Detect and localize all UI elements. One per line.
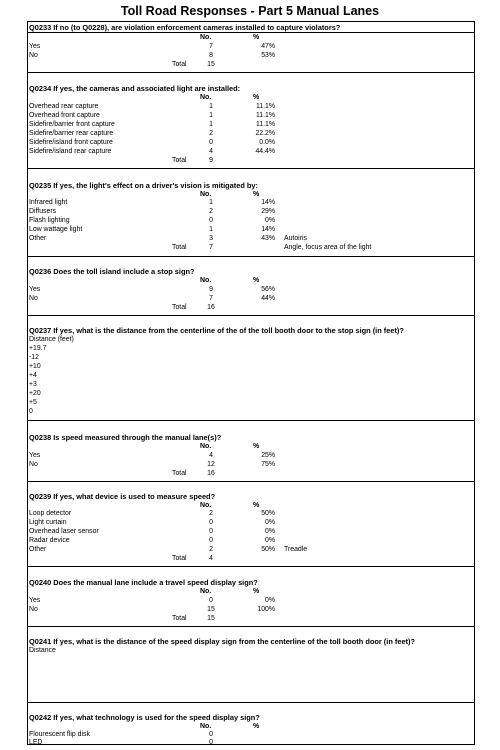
col-header-no: No. [200, 443, 212, 450]
col-header-no: No. [200, 34, 212, 41]
table-row: Overhead front capture 1 11.1% [29, 112, 275, 119]
table-row: No 15 100% [29, 606, 275, 613]
col-header-pct: % [253, 34, 260, 41]
table-row: Flourescent flip disk 0 [29, 731, 213, 738]
divider [28, 168, 474, 169]
other-note: Treadle [284, 546, 308, 553]
col-header-no: No. [200, 277, 212, 284]
table-row: Flash lighting 0 0% [29, 217, 275, 224]
col-header-pct: % [253, 94, 260, 101]
col-header-pct: % [253, 588, 260, 595]
question-q0237: Q0237 If yes, what is the distance from the centerline of the of the toll booth door to the stop sign (in feet)? [29, 326, 404, 335]
distance-label: Distance (feet) [29, 336, 74, 343]
table-row: Yes 9 56% [29, 286, 275, 293]
col-header-no: No. [200, 502, 212, 509]
table-row: Radar device 0 0% [29, 537, 275, 544]
question-q0240: Q0240 Does the manual lane include a travel speed display sign? [29, 578, 258, 587]
table-row: Other 3 43% Autoiris [29, 235, 307, 242]
list-item: +19.7 [29, 345, 47, 352]
divider [28, 256, 474, 257]
list-item: +10 [29, 363, 41, 370]
question-q0236: Q0236 Does the toll island include a stop sign? [29, 267, 195, 276]
table-row: No 12 75% [29, 461, 275, 468]
question-q0239: Q0239 If yes, what device is used to measure speed? [29, 492, 216, 501]
col-header-no: No. [200, 94, 212, 101]
table-row: Sidefire/island front capture 0 0.0% [29, 139, 275, 146]
table-row: LED 0 [29, 739, 213, 746]
total-row: Total 16 [172, 470, 215, 477]
total-row: Total 16 [172, 304, 215, 311]
total-row: Total 15 [172, 61, 215, 68]
divider [28, 702, 474, 703]
table-row: Sidefire/barrier front capture 1 11.1% [29, 121, 275, 128]
col-header-pct: % [253, 502, 260, 509]
page-title: Toll Road Responses - Part 5 Manual Lanes [120, 4, 380, 18]
question-q0242: Q0242 If yes, what technology is used for the speed display sign? [29, 713, 260, 722]
question-q0235: Q0235 If yes, the light's effect on a driver's vision is mitigated by: [29, 181, 258, 190]
list-item: +5 [29, 399, 37, 406]
table-row: Sidefire/island rear capture 4 44.4% [29, 148, 275, 155]
col-header-no: No. [200, 588, 212, 595]
col-header-pct: % [253, 191, 260, 198]
table-row: Overhead laser sensor 0 0% [29, 528, 275, 535]
question-q0238: Q0238 Is speed measured through the manual lane(s)? [29, 433, 222, 442]
list-item: +20 [29, 390, 41, 397]
table-row: Overhead rear capture 1 11.1% [29, 103, 275, 110]
col-header-pct: % [253, 723, 260, 730]
total-row: Total 4 [172, 555, 213, 562]
divider [28, 315, 474, 316]
table-row: Yes 7 47% [29, 43, 275, 50]
list-item: +4 [29, 372, 37, 379]
table-row: Loop detector 2 50% [29, 510, 275, 517]
table-row: Yes 4 25% [29, 452, 275, 459]
distance-label: Distance [29, 647, 56, 654]
other-note: Angle, focus area of the light [284, 244, 372, 251]
col-header-no: No. [200, 191, 212, 198]
col-header-no: No. [200, 723, 212, 730]
divider [28, 566, 474, 567]
table-row: Other 2 50% Treadle [29, 546, 308, 553]
col-header-pct: % [253, 443, 260, 450]
divider [28, 420, 474, 421]
table-row: No 7 44% [29, 295, 275, 302]
total-row: Total 15 [172, 615, 215, 622]
list-item: +3 [29, 381, 37, 388]
divider [28, 626, 474, 627]
other-note: Autoiris [284, 235, 307, 242]
divider [28, 32, 474, 33]
list-item: 0 [29, 408, 33, 415]
total-row: Total 7 Angle, focus area of the light [172, 244, 372, 251]
table-row: Infrared light 1 14% [29, 199, 275, 206]
table-row: Diffusers 2 29% [29, 208, 275, 215]
question-q0234: Q0234 If yes, the cameras and associated light are installed: [29, 84, 241, 93]
question-q0241: Q0241 If yes, what is the distance of the speed display sign from the centerline of the toll booth door (in feet)? [29, 637, 416, 646]
total-row: Total 9 [172, 157, 213, 164]
divider [28, 481, 474, 482]
list-item: -12 [29, 354, 39, 361]
table-row: Low wattage light 1 14% [29, 226, 275, 233]
col-header-pct: % [253, 277, 260, 284]
table-row: Light curtain 0 0% [29, 519, 275, 526]
question-q0233: Q0233 If no (to Q0228), are violation enforcement cameras installed to capture violators? [29, 23, 341, 32]
table-row: Yes 0 0% [29, 597, 275, 604]
table-row: Sidefire/barrier rear capture 2 22.2% [29, 130, 275, 137]
divider [28, 72, 474, 73]
table-row: No 8 53% [29, 52, 275, 59]
